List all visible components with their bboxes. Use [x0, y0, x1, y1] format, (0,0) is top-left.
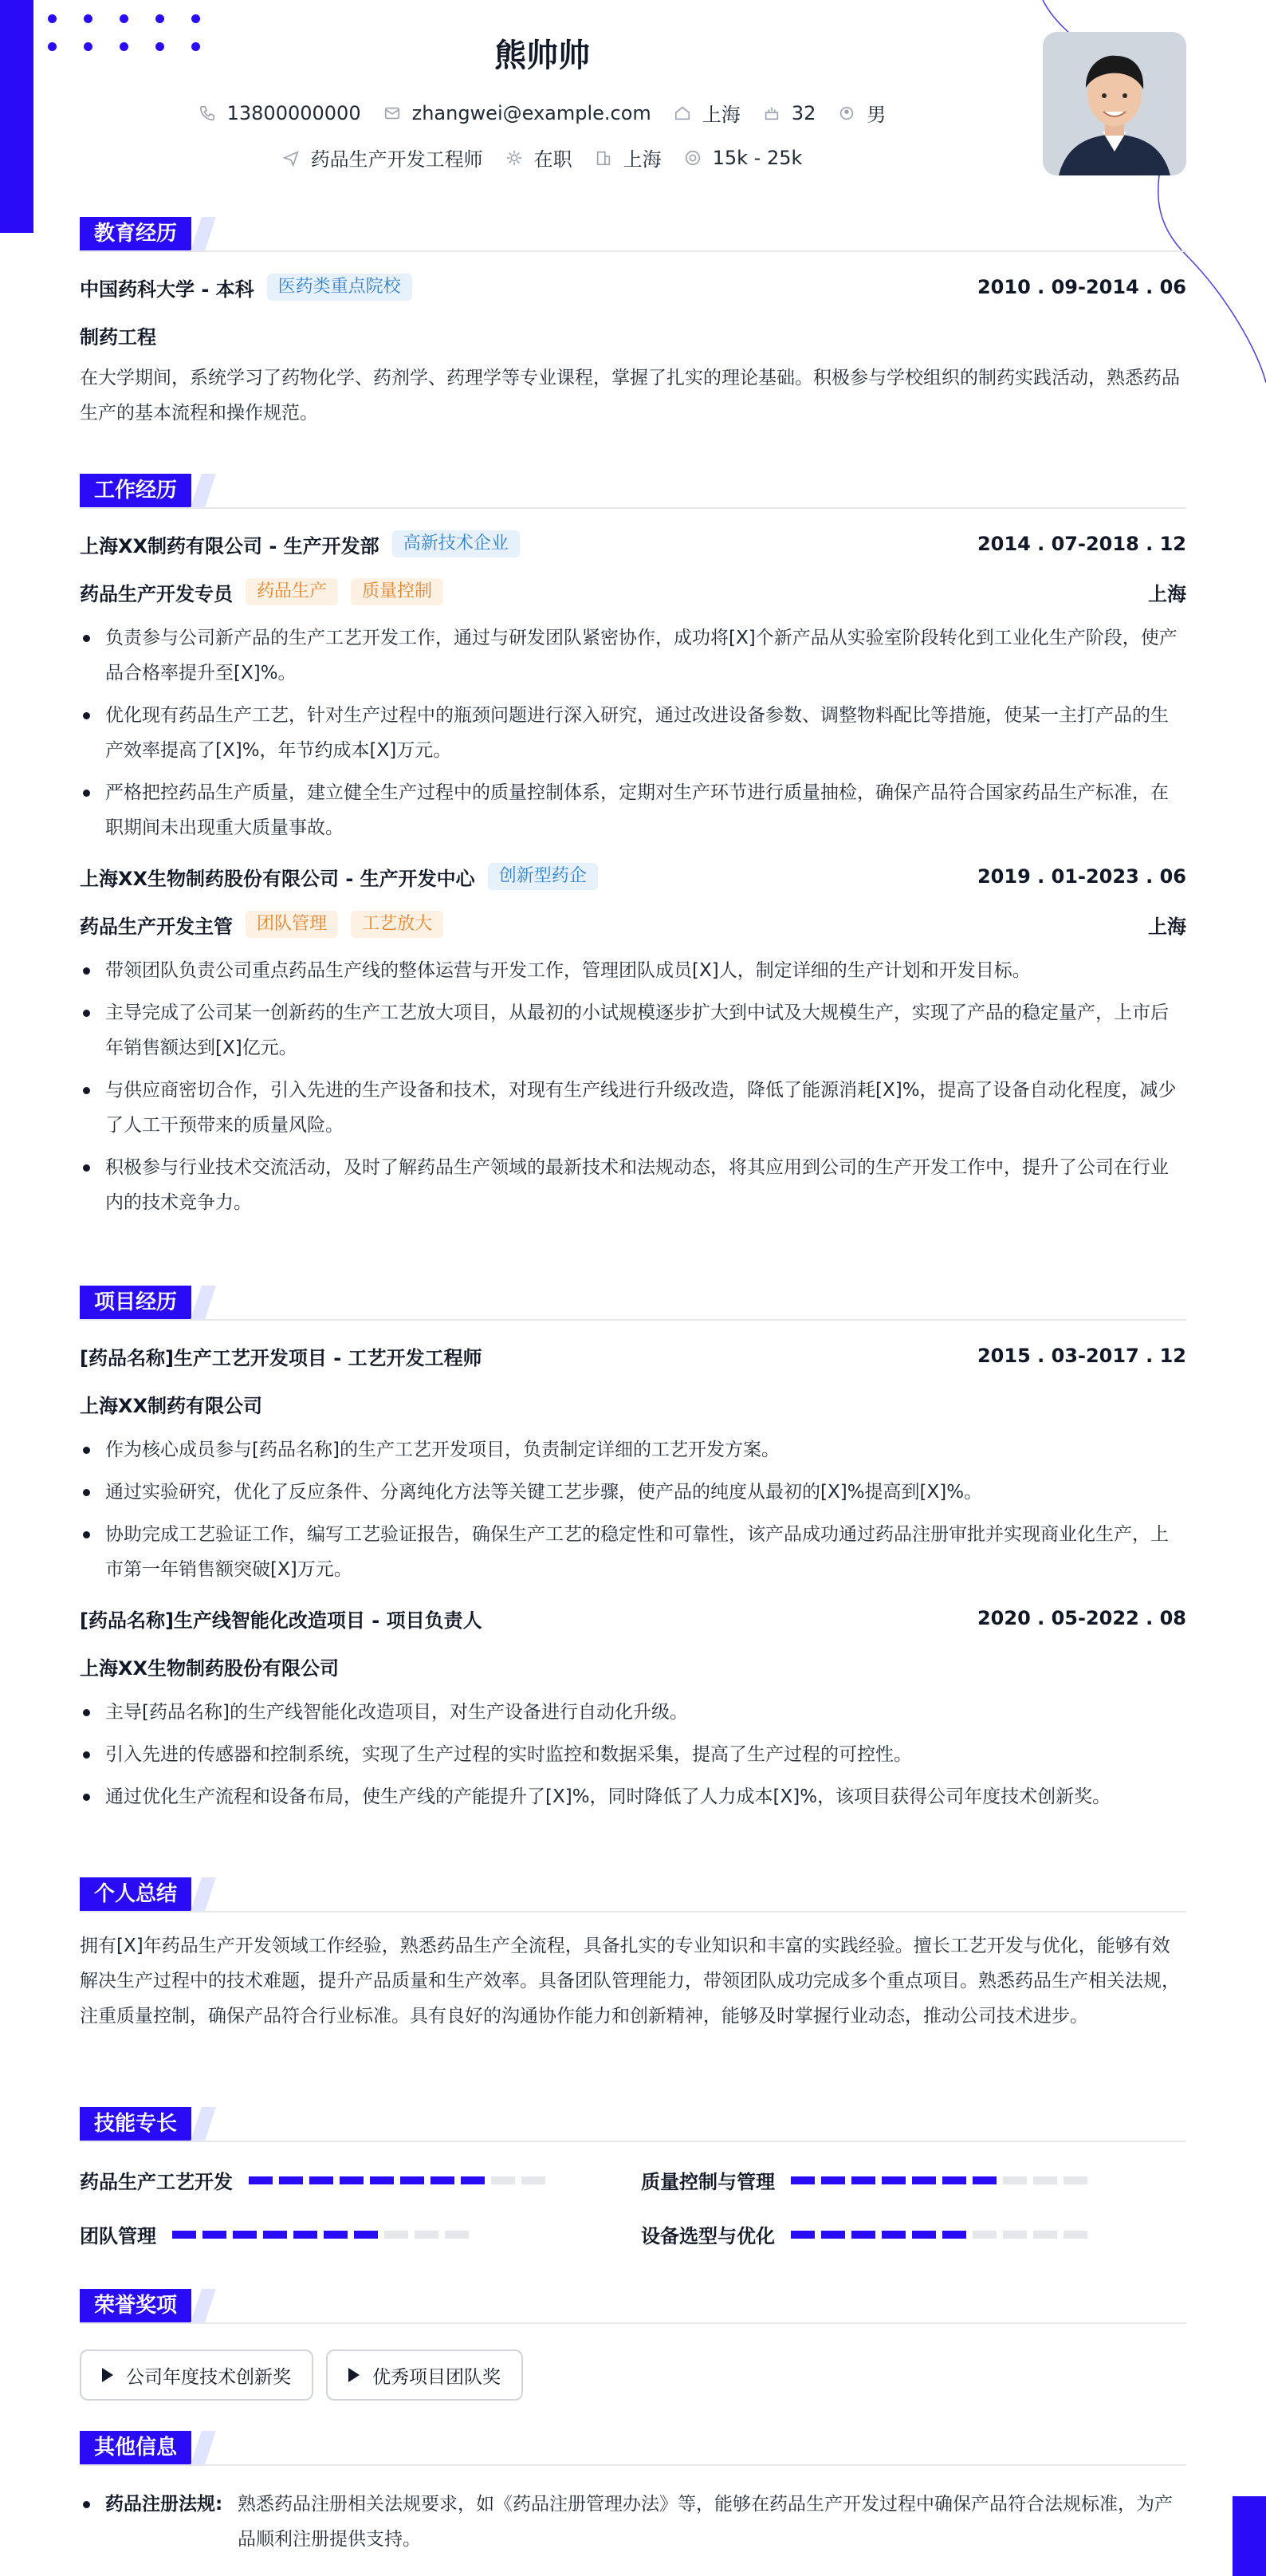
section-title-label: 技能专长 — [80, 2107, 191, 2141]
award-chip — [80, 2350, 313, 2401]
skill-level-segment — [354, 2231, 378, 2239]
company-name: 上海XX制药有限公司 - 生产开发部 — [80, 534, 379, 557]
skill-name: 团队管理 — [80, 2225, 156, 2247]
job-target-item — [282, 144, 483, 171]
project-org: 上海XX制药有限公司 — [80, 1394, 263, 1417]
education-entry-head — [80, 263, 1186, 311]
work-section — [80, 474, 1186, 1227]
target-city-item — [595, 144, 662, 171]
section-title-tail — [191, 474, 216, 507]
award-label: 优秀项目团队奖 — [372, 2366, 501, 2388]
skill-tag: 工艺放大 — [351, 911, 443, 938]
other-item-value: 熟悉药品注册相关法规要求，如《药品注册管理办法》等，能够在药品生产开发过程中确保产品符合法规标准，为产品顺利注册提供支持。 — [238, 2494, 1173, 2550]
project-org-row — [80, 1642, 1186, 1690]
project-org: 上海XX生物制药股份有限公司 — [80, 1656, 340, 1680]
skill-level-segment — [882, 2231, 906, 2239]
section-title-tail — [191, 1286, 216, 1319]
skill-level-segment — [973, 2231, 997, 2239]
bullet-item: 积极参与行业技术交流活动，及时了解药品生产领域的最新技术和法规动态，将其应用到公司的生产开发工作中，提升了公司在行业内的技术竞争力。 — [80, 1150, 1186, 1220]
skill-level-segment — [445, 2231, 469, 2239]
skill-level-segment — [942, 2231, 966, 2239]
bullet-item: 通过优化生产流程和设备布局，使生产线的产能提升了[X]%，同时降低了人力成本[X]%，该项目获得公司年度技术创新奖。 — [80, 1779, 1186, 1814]
school-tag: 医药类重点院校 — [267, 274, 412, 301]
phone-icon — [199, 104, 216, 122]
summary-text: 拥有[X]年药品生产开发领域工作经验，熟悉药品生产全流程，具备扎实的专业知识和丰富的实践经验。擅长工艺开发与优化，能够有效解决生产过程中的技术难题，提升产品质量和生产效率。具备团队管理能力，带领团队成功完成多个重点项目。熟悉药品生产相关法规，注重质量控制，确保产品符合行业标准。具有良好的沟通协作能力和创新精神，能够及时掌握行业动态，推动公司技术进步。 — [80, 1936, 1180, 2027]
section-title-tail — [191, 217, 216, 250]
skill-level-segment — [263, 2231, 287, 2239]
phone-text: 13800000000 — [226, 101, 361, 124]
bullet-item: 与供应商密切合作，引入先进的生产设备和技术，对现有生产线进行升级改造，降低了能源消耗[X]%，提高了设备自动化程度，减少了人工干预带来的质量风险。 — [80, 1073, 1186, 1143]
skill-item — [80, 2220, 475, 2248]
role-name: 药品生产开发专员 — [80, 582, 233, 605]
section-title — [80, 2289, 1186, 2324]
work-entry — [80, 853, 1186, 1220]
school-name: 中国药科大学 - 本科 — [80, 278, 254, 301]
work-city: 上海 — [1148, 582, 1186, 605]
skill-level-segment — [384, 2231, 408, 2239]
email-text: zhangwei@example.com — [411, 101, 651, 124]
skill-level-segment — [279, 2176, 303, 2184]
project-entry-head — [80, 1594, 1186, 1642]
section-title-label: 项目经历 — [80, 1286, 191, 1319]
bullet-item: 主导[药品名称]的生产线智能化改造项目，对生产设备进行自动化升级。 — [80, 1695, 1186, 1730]
project-name: [药品名称]生产工艺开发项目 - 工艺开发工程师 — [80, 1346, 482, 1369]
section-title-label: 荣誉奖项 — [80, 2289, 191, 2322]
section-title-tail — [191, 2289, 216, 2322]
email-item — [383, 102, 651, 124]
work-role-row — [80, 568, 1186, 616]
work-entry-head — [80, 853, 1186, 900]
skill-level-segment — [309, 2176, 333, 2184]
award-chip — [326, 2350, 523, 2401]
work-date: 2014 . 07-2018 . 12 — [977, 533, 1186, 555]
section-title-tail — [191, 1877, 216, 1911]
skill-level-segment — [912, 2176, 936, 2184]
city-item — [674, 99, 741, 127]
skill-level-segment — [851, 2231, 875, 2239]
bullet-item: 带领团队负责公司重点药品生产线的整体运营与开发工作，管理团队成员[X]人，制定详细的生产计划和开发目标。 — [80, 953, 1186, 988]
send-icon — [282, 149, 300, 167]
other-section — [80, 2431, 1186, 2557]
summary-section — [80, 1877, 1186, 2034]
award-label: 公司年度技术创新奖 — [126, 2366, 291, 2388]
skill-level-segment — [821, 2231, 845, 2239]
project-bullets — [80, 1432, 1186, 1587]
section-title-label: 其他信息 — [80, 2431, 191, 2464]
bullet-item: 作为核心成员参与[药品名称]的生产工艺开发项目，负责制定详细的工艺开发方案。 — [80, 1432, 1186, 1467]
phone-item — [199, 102, 361, 124]
section-title — [80, 2431, 1186, 2466]
company-tag: 高新技术企业 — [392, 530, 520, 557]
work-bullets — [80, 620, 1186, 845]
skill-name: 质量控制与管理 — [641, 2171, 775, 2193]
job-intent-row — [0, 144, 1084, 171]
coin-icon — [684, 149, 702, 167]
major-name: 制药工程 — [80, 325, 156, 349]
role-name: 药品生产开发主管 — [80, 915, 233, 938]
skill-level-segment — [973, 2176, 997, 2184]
skill-level-segment — [491, 2176, 515, 2184]
bullet-item: 负责参与公司新产品的生产工艺开发工作，通过与研发团队紧密协作，成功将[X]个新产品从实验室阶段转化到工业化生产阶段，使产品合格率提升至[X]%。 — [80, 620, 1186, 691]
play-icon — [348, 2368, 360, 2382]
skill-level-segment — [293, 2231, 317, 2239]
gender-text: 男 — [867, 104, 887, 126]
target-city-text: 上海 — [623, 148, 662, 171]
section-title-label: 教育经历 — [80, 217, 191, 250]
skill-level-segment — [791, 2176, 815, 2184]
skill-level-segment — [851, 2176, 875, 2184]
project-entry — [80, 1594, 1186, 1814]
skill-level-bar — [172, 2231, 475, 2239]
skill-level-segment — [521, 2176, 545, 2184]
section-title — [80, 1877, 1186, 1912]
skill-level-bar — [791, 2231, 1094, 2239]
salary-item — [684, 147, 803, 169]
skill-tag: 团队管理 — [246, 911, 338, 938]
skill-level-segment — [1033, 2176, 1057, 2184]
skill-level-segment — [1064, 2176, 1087, 2184]
skill-level-segment — [202, 2231, 226, 2239]
skill-level-segment — [942, 2176, 966, 2184]
education-section — [80, 217, 1186, 431]
work-date: 2019 . 01-2023 . 06 — [977, 865, 1186, 888]
skill-item — [641, 2220, 1094, 2248]
work-city: 上海 — [1148, 915, 1186, 938]
skill-level-segment — [415, 2231, 438, 2239]
skill-level-segment — [370, 2176, 394, 2184]
skill-level-segment — [791, 2231, 815, 2239]
bullet-item: 引入先进的传感器和控制系统，实现了生产过程的实时监控和数据采集，提高了生产过程的可控性。 — [80, 1737, 1186, 1772]
section-title — [80, 217, 1186, 252]
education-description: 在大学期间，系统学习了药物化学、药剂学、药理学等专业课程，掌握了扎实的理论基础。积极参与学校组织的制药实践活动，熟悉药品生产的基本流程和操作规范。 — [80, 368, 1180, 423]
education-date: 2010 . 09-2014 . 06 — [977, 276, 1186, 298]
project-entry — [80, 1332, 1186, 1587]
work-bullets — [80, 953, 1186, 1220]
work-entry-head — [80, 520, 1186, 568]
project-name: [药品名称]生产线智能化改造项目 - 项目负责人 — [80, 1609, 482, 1632]
company-name: 上海XX生物制药股份有限公司 - 生产开发中心 — [80, 867, 475, 890]
company-tag: 创新型药企 — [488, 863, 598, 890]
section-title — [80, 474, 1186, 509]
other-item-key: 药品注册法规: — [105, 2494, 223, 2515]
section-title-label: 工作经历 — [80, 474, 191, 507]
age-text: 32 — [791, 101, 816, 124]
skill-level-segment — [431, 2176, 454, 2184]
mail-icon — [383, 104, 401, 122]
status-text: 在职 — [533, 148, 572, 171]
education-major-row — [80, 311, 1186, 359]
salary-text: 15k - 25k — [712, 146, 803, 169]
bullet-item: 严格把控药品生产质量，建立健全生产过程中的质量控制体系，定期对生产环节进行质量抽检，确保产品符合国家药品生产标准，在职期间未出现重大质量事故。 — [80, 775, 1186, 845]
other-list — [80, 2466, 1186, 2557]
right-accent-bar — [1233, 2496, 1266, 2576]
person-icon — [838, 104, 855, 122]
skill-tag: 药品生产 — [246, 578, 338, 605]
gender-item — [838, 99, 886, 127]
home-icon — [674, 104, 691, 122]
skill-tag: 质量控制 — [351, 578, 443, 605]
skill-level-bar — [249, 2176, 552, 2184]
candidate-name: 熊帅帅 — [494, 37, 590, 74]
skill-name: 药品生产工艺开发 — [80, 2171, 233, 2193]
skills-section — [80, 2107, 1186, 2254]
projects-section — [80, 1286, 1186, 1822]
job-target-text: 药品生产开发工程师 — [310, 148, 483, 171]
gear-icon — [505, 149, 523, 167]
skill-level-segment — [912, 2231, 936, 2239]
skill-item — [80, 2166, 552, 2194]
bullet-item: 优化现有药品生产工艺，针对生产过程中的瓶颈问题进行深入研究，通过改进设备参数、调整物料配比等措施，使某一主打产品的生产效率提高了[X]%，年节约成本[X]万元。 — [80, 698, 1186, 768]
skill-level-segment — [172, 2231, 196, 2239]
cake-icon — [763, 104, 780, 122]
play-icon — [102, 2368, 113, 2382]
skill-level-segment — [882, 2176, 906, 2184]
building-icon — [595, 149, 612, 167]
section-title-tail — [191, 2107, 216, 2141]
skill-name: 设备选型与优化 — [641, 2225, 775, 2247]
skill-level-bar — [791, 2176, 1094, 2184]
city-text: 上海 — [702, 104, 741, 126]
project-bullets — [80, 1695, 1186, 1814]
skill-level-segment — [324, 2231, 348, 2239]
skill-level-segment — [1064, 2231, 1087, 2239]
bullet-item: 通过实验研究，优化了反应条件、分离纯化方法等关键工艺步骤，使产品的纯度从最初的[X]%提高到[X]%。 — [80, 1475, 1186, 1510]
work-entry — [80, 520, 1186, 845]
resume-header — [0, 0, 1266, 191]
skill-level-segment — [1003, 2176, 1027, 2184]
skill-level-segment — [340, 2176, 364, 2184]
profile-photo — [1043, 32, 1186, 175]
awards-section — [80, 2289, 1186, 2401]
project-entry-head — [80, 1332, 1186, 1380]
section-title-tail — [191, 2431, 216, 2464]
skill-level-segment — [821, 2176, 845, 2184]
skill-level-segment — [233, 2231, 257, 2239]
skill-level-segment — [1033, 2231, 1057, 2239]
section-title — [80, 2107, 1186, 2142]
section-title — [80, 1286, 1186, 1321]
status-item — [505, 144, 572, 171]
contact-row — [0, 99, 1084, 127]
section-title-label: 个人总结 — [80, 1877, 191, 1911]
bullet-item: 协助完成工艺验证工作，编写工艺验证报告，确保生产工艺的稳定性和可靠性，该产品成功通过药品注册审批并实现商业化生产，上市第一年销售额突破[X]万元。 — [80, 1517, 1186, 1587]
bullet-item: 主导完成了公司某一创新药的生产工艺放大项目，从最初的小试规模逐步扩大到中试及大规模生产，实现了产品的稳定量产，上市后年销售额达到[X]亿元。 — [80, 995, 1186, 1065]
skill-item — [641, 2166, 1094, 2194]
skill-level-segment — [400, 2176, 424, 2184]
skill-level-segment — [461, 2176, 485, 2184]
skill-level-segment — [1003, 2231, 1027, 2239]
work-role-row — [80, 900, 1186, 948]
skills-grid — [80, 2142, 1186, 2254]
project-org-row — [80, 1380, 1186, 1428]
awards-list — [80, 2324, 1186, 2401]
project-date: 2015 . 03-2017 . 12 — [977, 1345, 1186, 1367]
skill-level-segment — [249, 2176, 273, 2184]
other-item — [80, 2487, 1186, 2557]
age-item — [763, 102, 816, 124]
project-date: 2020 . 05-2022 . 08 — [977, 1607, 1186, 1629]
